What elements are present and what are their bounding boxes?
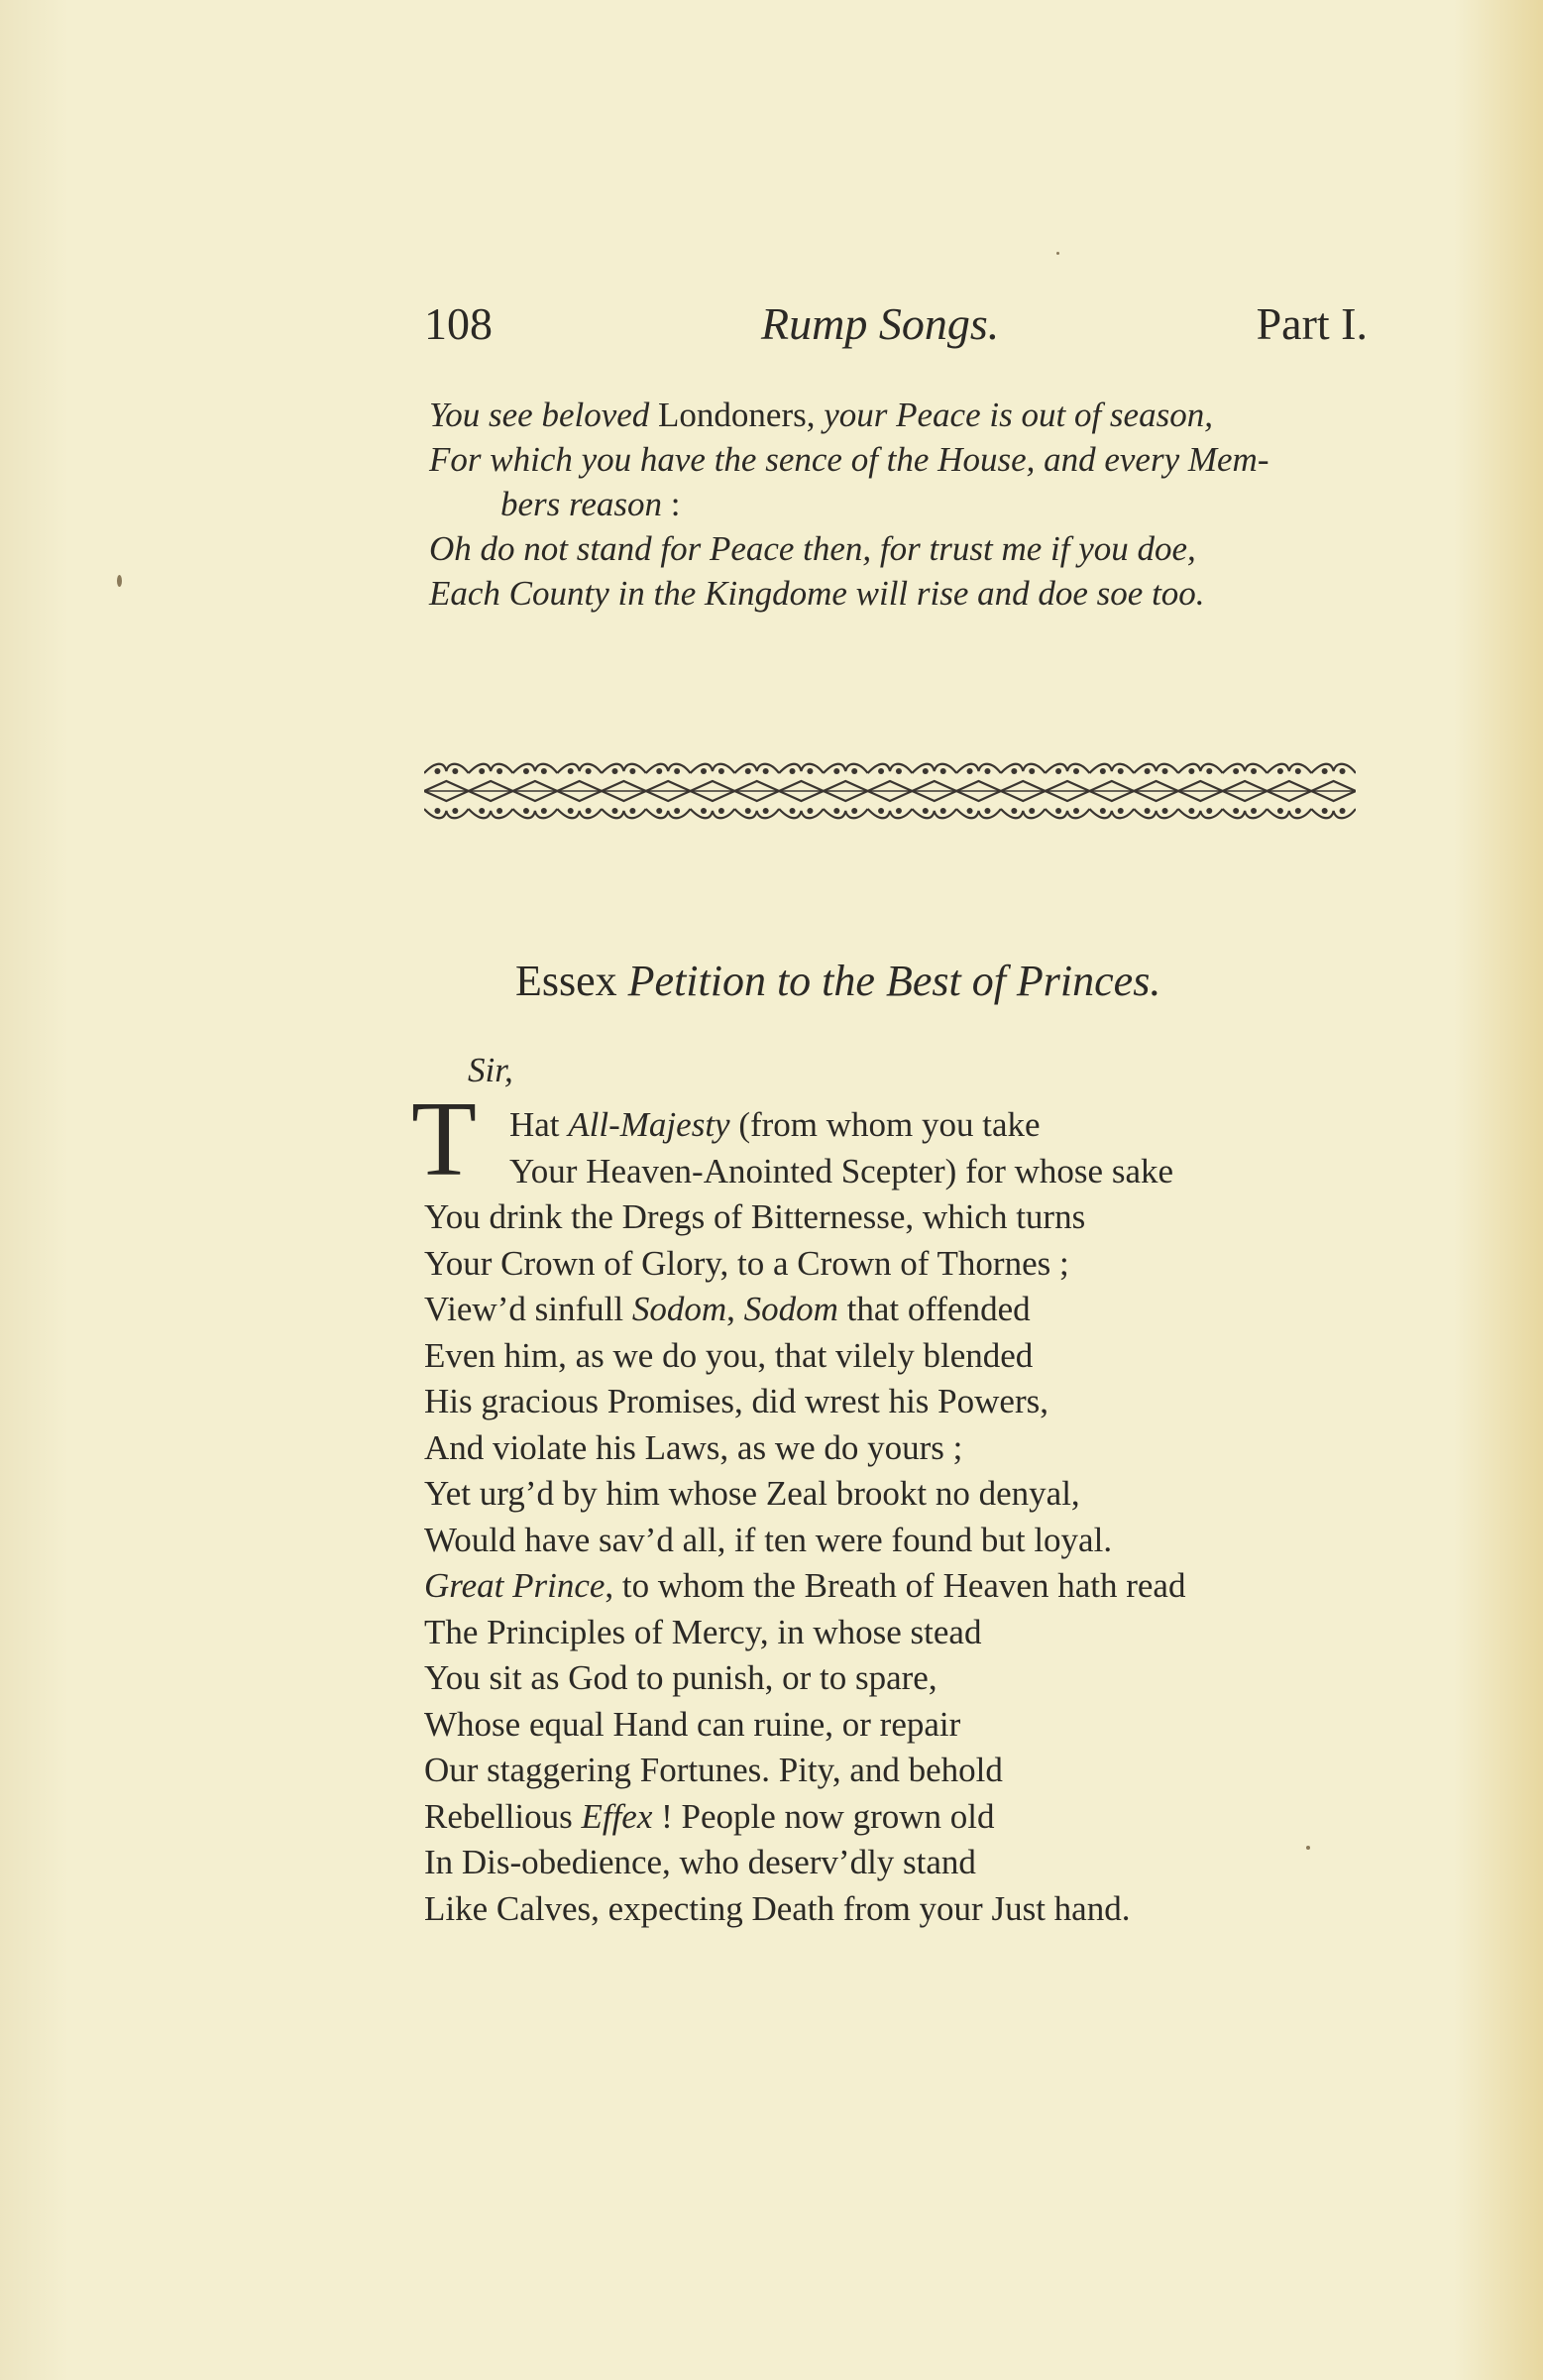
petition-line-segment: , [726,1290,744,1328]
petition-line-segment: In Dis-obedience, who deserv’dly stand [424,1843,976,1881]
petition-line-segment: All-Majesty [568,1105,730,1144]
petition-line-segment: Rebellious [424,1796,582,1836]
petition-line [424,1471,1376,1518]
verse-line-segment: : [662,485,681,523]
petition-line [424,1425,1376,1472]
petition-line-segment: You sit as God to punish, or to spare, [424,1658,937,1697]
verse-line [429,393,1380,437]
petition-line-segment: Yet urg’d by him whose Zeal brookt no denyal, [424,1474,1080,1513]
scroll-border-ornament-icon [424,759,1356,823]
petition-line-segment: Our staggering Fortunes. Pity, and behold [424,1751,1003,1789]
petition-line-segment: Would have sav’d all, if ten were found but loyal. [424,1520,1113,1559]
petition-line [424,1794,1376,1841]
drop-cap: T [411,1080,477,1198]
petition-line [424,1102,1376,1149]
petition-line-segment: ! People now grown old [652,1796,995,1836]
petition-line-segment: The Principles of Mercy, in whose stead [424,1612,982,1651]
petition-line-segment: And violate his Laws, as we do yours ; [424,1427,963,1467]
petition-line [424,1840,1376,1886]
poem-title [515,956,1160,1006]
verse-line-segment: bers reason [500,485,663,523]
petition-line [424,1194,1376,1241]
verse-line-segment: Each County in the Kingdome will rise and doe soe too. [429,574,1205,613]
petition-line [424,1287,1376,1333]
petition-line [424,1241,1376,1288]
page-speck [1056,252,1059,255]
petition-line [424,1702,1376,1749]
petition-verse [424,1102,1376,1932]
verse-line [429,482,1380,526]
petition-line [424,1610,1376,1656]
petition-line-segment: Your Crown of Glory, to a Crown of Thornes ; [424,1243,1069,1283]
petition-line [424,1655,1376,1702]
running-head [424,297,1368,367]
petition-line-segment: Effex [581,1796,653,1836]
petition-line-segment: Your Heaven-Anointed Scepter) for whose sake [509,1151,1174,1190]
petition-line-segment: Hat [509,1105,569,1144]
petition-line-segment: Great Prince [424,1566,606,1605]
petition-line-segment: Even him, as we do you, that vilely blended [424,1335,1034,1375]
title-roman: Essex [515,957,628,1005]
petition-line [424,1748,1376,1794]
petition-line-segment: Whose equal Hand can ruine, or repair [424,1704,961,1744]
title-italic: Petition to the Best of Princes. [627,957,1161,1005]
petition-line-segment: Sodom [631,1290,727,1328]
petition-line-segment: Sodom [743,1290,838,1328]
verse-line-segment: Oh do not stand for Peace then, for trust me if you doe, [429,529,1196,568]
petition-line [424,1518,1376,1564]
petition-line [424,1333,1376,1380]
petition-line-segment: that offended [837,1290,1031,1328]
verse-line [429,437,1380,482]
verse-line-segment: You see beloved [429,396,659,434]
salutation: Sir, [468,1051,513,1089]
verse-line-segment: For which you have the sence of the House, and every Mem- [429,440,1269,479]
petition-line-segment: (from whom you take [729,1105,1041,1144]
running-title: Rump Songs. [761,298,1000,349]
verse-line-segment: your Peace is out of season, [824,396,1213,434]
petition-line [424,1149,1376,1195]
petition-line-segment: , to whom the Breath of Heaven hath read [605,1566,1186,1605]
petition-line [424,1886,1376,1933]
petition-line-segment: View’d sinfull [424,1290,632,1328]
petition-line [424,1563,1376,1610]
top-verse [429,393,1380,616]
verse-line [429,526,1380,571]
petition-line-segment: You drink the Dregs of Bitternesse, which turns [424,1197,1086,1236]
page-number: 108 [424,298,493,349]
verse-line-segment: Londoners, [658,396,825,434]
part-label: Part I. [1256,298,1368,349]
verse-line [429,571,1380,616]
page-speck [117,575,122,587]
petition-line-segment: Like Calves, expecting Death from your Just hand. [424,1888,1131,1928]
petition-line-segment: His gracious Promises, did wrest his Powers, [424,1382,1048,1420]
page-speck [1306,1846,1310,1850]
petition-line [424,1379,1376,1425]
